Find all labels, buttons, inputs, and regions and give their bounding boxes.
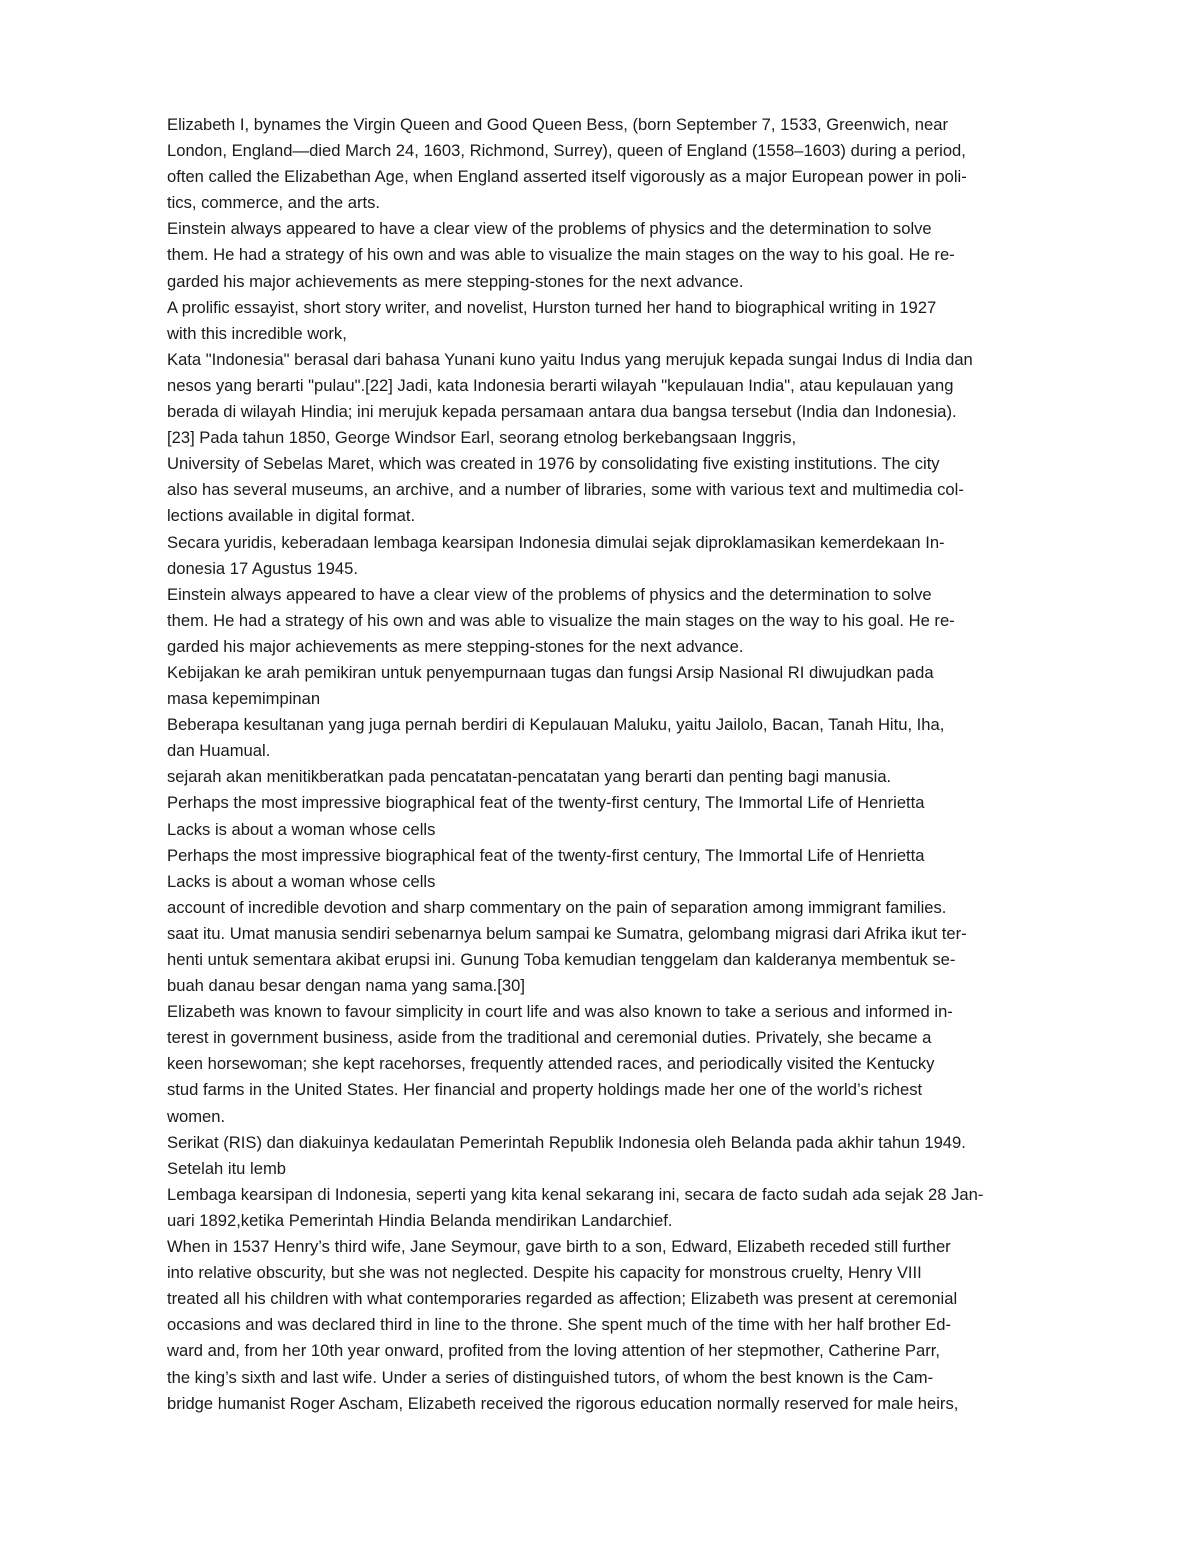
text-line: lections available in digital format. — [167, 506, 416, 526]
text-line: Setelah itu lemb — [167, 1158, 286, 1178]
text-line: dan Huamual. — [167, 741, 271, 761]
text-line: the king’s sixth and last wife. Under a series of distinguished tutors, of whom the best known is the Cam- — [167, 1367, 934, 1387]
text-line: Secara yuridis, keberadaan lembaga kearsipan Indonesia dimulai sejak diproklamasikan kemerdekaan In- — [167, 532, 945, 552]
text-line: stud farms in the United States. Her financial and property holdings made her one of the world’s richest — [167, 1080, 923, 1100]
text-line: garded his major achievements as mere stepping-stones for the next advance. — [167, 636, 744, 656]
text-line: masa kepemimpinan — [167, 689, 321, 709]
text-line: often called the Elizabethan Age, when England asserted itself vigorously as a major European power in poli- — [167, 167, 967, 187]
text-line: When in 1537 Henry’s third wife, Jane Seymour, gave birth to a son, Edward, Elizabeth receded still further — [167, 1237, 951, 1257]
text-line: uari 1892,ketika Pemerintah Hindia Belanda mendirikan Landarchief. — [167, 1210, 673, 1230]
text-line: Elizabeth was known to favour simplicity in court life and was also known to take a serious and informed in- — [167, 1002, 953, 1022]
text-line: Lacks is about a woman whose cells — [167, 871, 436, 891]
text-line: [23] Pada tahun 1850, George Windsor Earl, seorang etnolog berkebangsaan Inggris, — [167, 428, 797, 448]
text-line: bridge humanist Roger Ascham, Elizabeth received the rigorous education normally reserved for male heirs, — [167, 1393, 959, 1413]
text-line: Lembaga kearsipan di Indonesia, seperti yang kita kenal sekarang ini, secara de facto sudah ada sejak 28 Jan- — [167, 1184, 984, 1204]
text-line: terest in government business, aside from the traditional and ceremonial duties. Privately, she became a — [167, 1028, 932, 1048]
text-line: nesos yang berarti "pulau".[22] Jadi, kata Indonesia berarti wilayah "kepulauan India", atau kepulauan yang — [167, 375, 954, 395]
text-line: them. He had a strategy of his own and was able to visualize the main stages on the way to his goal. He re- — [167, 245, 955, 265]
text-line: Elizabeth I, bynames the Virgin Queen and Good Queen Bess, (born September 7, 1533, Greenwich, near — [167, 115, 948, 134]
text-line: tics, commerce, and the arts. — [167, 193, 381, 213]
text-line: Kebijakan ke arah pemikiran untuk penyempurnaan tugas dan fungsi Arsip Nasional RI diwujudkan pada — [167, 662, 934, 682]
text-line: also has several museums, an archive, and a number of libraries, some with various text and multimedia col- — [167, 480, 964, 500]
text-line: henti untuk sementara akibat erupsi ini. Gunung Toba kemudian tenggelam dan kalderanya membentuk se- — [167, 950, 956, 969]
text-line: berada di wilayah Hindia; ini merujuk kepada persamaan antara dua bangsa tersebut (India dan Indonesia). — [167, 402, 957, 422]
text-line: University of Sebelas Maret, which was created in 1976 by consolidating five existing institutions. The city — [167, 454, 940, 474]
text-line: A prolific essayist, short story writer, and novelist, Hurston turned her hand to biographical writing in 1927 — [167, 297, 937, 317]
text-line: Serikat (RIS) dan diakuinya kedaulatan Pemerintah Republik Indonesia oleh Belanda pada akhir tahun 1949. — [167, 1132, 966, 1152]
text-line: donesia 17 Agustus 1945. — [167, 558, 358, 578]
text-line: Kata "Indonesia" berasal dari bahasa Yunani kuno yaitu Indus yang merujuk kepada sungai Indus di India dan — [167, 349, 973, 369]
text-line: sejarah akan menitikberatkan pada pencatatan-pencatatan yang berarti dan penting bagi manusia. — [167, 767, 892, 787]
text-line: Einstein always appeared to have a clear view of the problems of physics and the determination to solve — [167, 584, 932, 604]
text-line: buah danau besar dengan nama yang sama.[30] — [167, 976, 525, 996]
text-line: ward and, from her 10th year onward, profited from the loving attention of her stepmother, Catherine Parr, — [167, 1341, 940, 1361]
text-line: garded his major achievements as mere stepping-stones for the next advance. — [167, 271, 744, 291]
text-line: Beberapa kesultanan yang juga pernah berdiri di Kepulauan Maluku, yaitu Jailolo, Bacan, Tanah Hitu, Iha, — [167, 715, 945, 735]
document-body — [167, 112, 1117, 1417]
text-line: keen horsewoman; she kept racehorses, frequently attended races, and periodically visited the Kentucky — [167, 1054, 935, 1074]
text-line: Perhaps the most impressive biographical feat of the twenty-first century, The Immortal Life of Henrietta — [167, 793, 925, 813]
text-line: into relative obscurity, but she was not neglected. Despite his capacity for monstrous cruelty, Henry VIII — [167, 1263, 922, 1283]
text-line: with this incredible work, — [167, 323, 347, 343]
text-line: occasions and was declared third in line to the throne. She spent much of the time with her half brother Ed- — [167, 1315, 952, 1335]
text-line: saat itu. Umat manusia sendiri sebenarnya belum sampai ke Sumatra, gelombang migrasi dari Afrika ikut ter- — [167, 923, 967, 943]
text-line: Einstein always appeared to have a clear view of the problems of physics and the determination to solve — [167, 219, 932, 239]
text-line: London, England—died March 24, 1603, Richmond, Surrey), queen of England (1558–1603) during a period, — [167, 141, 966, 161]
text-line: them. He had a strategy of his own and was able to visualize the main stages on the way to his goal. He re- — [167, 610, 955, 630]
text-line: Lacks is about a woman whose cells — [167, 819, 436, 839]
text-line: women. — [167, 1106, 226, 1126]
text-line: treated all his children with what contemporaries regarded as affection; Elizabeth was present at ceremonial — [167, 1289, 958, 1309]
text-line: account of incredible devotion and sharp commentary on the pain of separation among immigrant families. — [167, 897, 947, 917]
text-line: Perhaps the most impressive biographical feat of the twenty-first century, The Immortal Life of Henrietta — [167, 845, 925, 865]
